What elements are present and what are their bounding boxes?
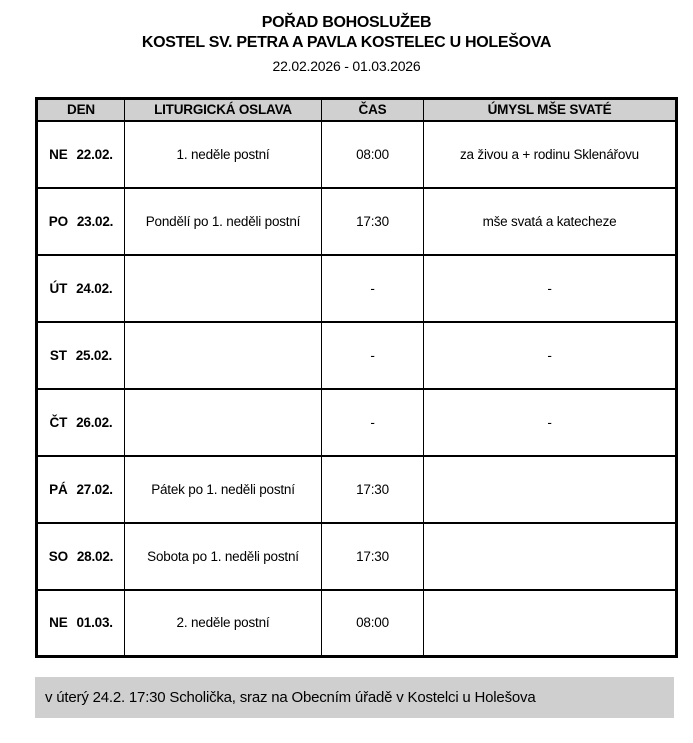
day-cell (37, 188, 125, 255)
intention-cell: - (424, 255, 677, 322)
church-name: KOSTEL SV. PETRA A PAVLA KOSTELEC U HOLEŠOVA (141, 34, 552, 51)
day-abbr: NE (49, 615, 68, 631)
time-cell: 17:30 (322, 456, 424, 523)
day-abbr: ÚT (49, 280, 68, 296)
table-row (37, 389, 677, 456)
intention-cell (424, 456, 677, 523)
day-date: 01.03. (76, 615, 113, 631)
celebration-cell: Pondělí po 1. neděli postní (125, 188, 322, 255)
day-cell (37, 255, 125, 322)
table-row (37, 456, 677, 523)
day-abbr: ST (49, 347, 67, 363)
day-abbr: PO (48, 213, 68, 229)
document-header (0, 0, 693, 75)
day-abbr: PÁ (49, 481, 68, 497)
table-row (37, 590, 677, 657)
celebration-cell (125, 255, 322, 322)
time-cell: 17:30 (322, 188, 424, 255)
day-cell (37, 322, 125, 389)
day-abbr: SO (48, 548, 68, 564)
intention-cell: - (424, 389, 677, 456)
celebration-cell: 1. neděle postní (125, 121, 322, 188)
intention-cell: - (424, 322, 677, 389)
column-header-celebration: LITURGICKÁ OSLAVA (125, 99, 322, 121)
table-row (37, 322, 677, 389)
column-header-intention: ÚMYSL MŠE SVATÉ (424, 99, 677, 121)
footer-note (35, 677, 674, 718)
table-header-row (37, 99, 677, 121)
column-header-day: DEN (37, 99, 125, 121)
table-body (37, 121, 677, 657)
schedule-table (35, 97, 678, 658)
day-cell (37, 590, 125, 657)
table-row (37, 255, 677, 322)
time-cell: - (322, 389, 424, 456)
day-abbr: ČT (49, 414, 68, 430)
intention-cell: za živou a + rodinu Sklenářovu (424, 121, 677, 188)
date-range: 22.02.2026 - 01.03.2026 (272, 58, 421, 74)
time-cell: 17:30 (322, 523, 424, 590)
footer-note-text: v úterý 24.2. 17:30 Scholička, sraz na Obecním úřadě v Kostelci u Holešova (45, 689, 536, 706)
time-cell: 08:00 (322, 590, 424, 657)
table-row (37, 188, 677, 255)
day-date: 27.02. (76, 481, 113, 497)
day-date: 22.02. (76, 146, 113, 162)
time-cell: 08:00 (322, 121, 424, 188)
day-cell (37, 523, 125, 590)
time-cell: - (322, 255, 424, 322)
day-date: 23.02. (76, 213, 114, 229)
table-row (37, 121, 677, 188)
celebration-cell (125, 322, 322, 389)
column-header-time: ČAS (322, 99, 424, 121)
day-cell (37, 121, 125, 188)
day-cell (37, 456, 125, 523)
day-date: 26.02. (76, 414, 113, 430)
table-row (37, 523, 677, 590)
document-title: POŘAD BOHOSLUŽEB (261, 14, 432, 31)
intention-cell (424, 523, 677, 590)
intention-cell (424, 590, 677, 657)
day-cell (37, 389, 125, 456)
celebration-cell: 2. neděle postní (125, 590, 322, 657)
day-date: 28.02. (76, 548, 114, 564)
celebration-cell: Sobota po 1. neděli postní (125, 523, 322, 590)
day-abbr: NE (49, 146, 68, 162)
day-date: 24.02. (76, 280, 113, 296)
celebration-cell (125, 389, 322, 456)
celebration-cell: Pátek po 1. neděli postní (125, 456, 322, 523)
time-cell: - (322, 322, 424, 389)
day-date: 25.02. (75, 347, 113, 363)
intention-cell: mše svatá a katecheze (424, 188, 677, 255)
